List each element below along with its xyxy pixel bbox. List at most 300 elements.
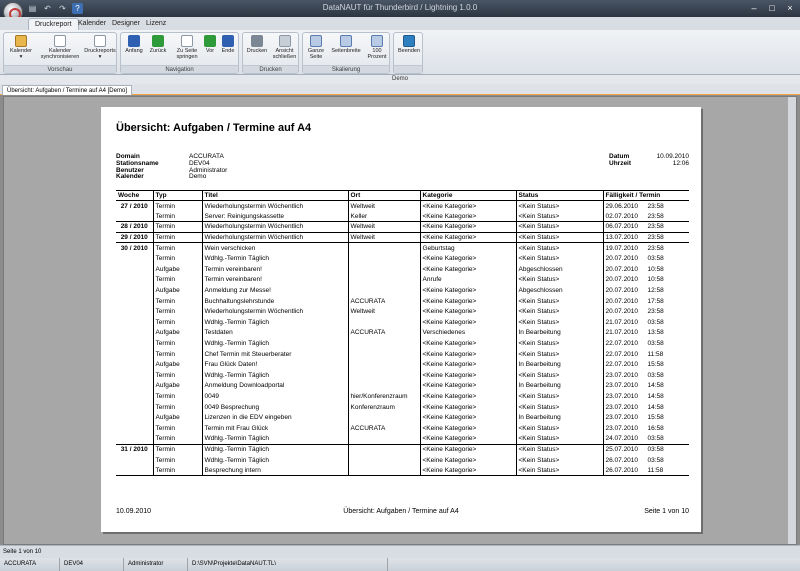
typ-cell: Termin	[153, 349, 202, 360]
status-cell: <Kein Status>	[516, 434, 603, 445]
col-status: Status	[516, 191, 603, 201]
info-path: D:\SVN\Projekte\DataNAUT.TL\	[188, 558, 388, 571]
typ-cell: Termin	[153, 232, 202, 243]
week-cell	[116, 391, 153, 402]
titel-cell: Wdhlg.-Termin Täglich	[202, 455, 348, 466]
typ-cell: Termin	[153, 338, 202, 349]
typ-cell: Aufgabe	[153, 359, 202, 370]
ort-cell	[348, 444, 420, 455]
undo-icon[interactable]: ↶	[44, 4, 51, 13]
faelligkeit-cell	[603, 370, 689, 381]
kategorie-cell: <Keine Kategorie>	[420, 349, 516, 360]
tab-designer[interactable]: Designer	[112, 20, 141, 27]
status-cell: <Kein Status>	[516, 306, 603, 317]
typ-cell: Aufgabe	[153, 285, 202, 296]
date-value: 20.07.2010	[605, 276, 639, 284]
status-cell: Abgeschlossen	[516, 264, 603, 275]
table-row	[116, 412, 689, 423]
meta-labels: Domain Stationsname Benutzer Kalender	[116, 153, 159, 181]
titel-cell: Wiederholungstermin Wöchentlich	[202, 232, 348, 243]
time-value: 23:58	[647, 244, 664, 252]
minimize-icon[interactable]: –	[751, 3, 757, 13]
date-value: 06.07.2010	[605, 223, 639, 231]
meta-values: ACCURATA DEV04 Administrator Demo	[189, 153, 228, 181]
table-row	[116, 444, 689, 455]
date-value: 20.07.2010	[605, 265, 639, 273]
typ-cell: Termin	[153, 275, 202, 286]
typ-cell: Termin	[153, 402, 202, 413]
table-body	[116, 201, 689, 476]
titel-cell: Termin vereinbaren!	[202, 275, 348, 286]
titel-cell: Termin mit Frau Glück	[202, 423, 348, 434]
col-ort: Ort	[348, 191, 420, 201]
seitenbreite-button[interactable]: Seitenbreite	[329, 35, 363, 54]
whole-page-icon	[310, 35, 322, 47]
titel-cell: Server: Reinigungskassette	[202, 211, 348, 222]
titel-cell: 0049	[202, 391, 348, 402]
date-value: 23.07.2010	[605, 382, 639, 390]
title-bar	[0, 0, 800, 17]
table-row	[116, 423, 689, 434]
kategorie-cell: <Keine Kategorie>	[420, 370, 516, 381]
week-cell	[116, 317, 153, 328]
close-view-icon	[279, 35, 291, 47]
status-cell: In Bearbeitung	[516, 359, 603, 370]
status-cell: <Kein Status>	[516, 296, 603, 307]
table-row	[116, 328, 689, 339]
date-value: 13.07.2010	[605, 234, 639, 242]
week-cell	[116, 296, 153, 307]
kategorie-cell: <Keine Kategorie>	[420, 359, 516, 370]
status-cell: In Bearbeitung	[516, 381, 603, 392]
kategorie-cell: <Keine Kategorie>	[420, 402, 516, 413]
week-cell	[116, 434, 153, 445]
date-value: 21.07.2010	[605, 318, 639, 326]
faelligkeit-cell	[603, 423, 689, 434]
first-page-icon	[128, 35, 140, 47]
table-row	[116, 434, 689, 445]
time-value: 14:58	[647, 392, 664, 400]
ort-cell: Weltweit	[348, 201, 420, 212]
kategorie-cell: <Keine Kategorie>	[420, 444, 516, 455]
status-cell: <Kein Status>	[516, 253, 603, 264]
info-station: DEV04	[60, 558, 124, 571]
table-row	[116, 391, 689, 402]
report-table	[116, 190, 689, 476]
status-cell: <Kein Status>	[516, 317, 603, 328]
help-icon[interactable]: ?	[72, 3, 83, 14]
titel-cell: Wein verschicken	[202, 243, 348, 254]
drucken-button[interactable]: Drucken	[245, 35, 269, 54]
week-cell	[116, 370, 153, 381]
titel-cell: Buchhaltungslehrstunde	[202, 296, 348, 307]
week-cell	[116, 412, 153, 423]
footer-title: Übersicht: Aufgaben / Termine auf A4	[343, 508, 459, 515]
week-cell	[116, 285, 153, 296]
time-value: 23:58	[647, 308, 664, 316]
time-value: 23:58	[647, 212, 664, 220]
typ-cell: Termin	[153, 444, 202, 455]
kategorie-cell: <Keine Kategorie>	[420, 306, 516, 317]
time-value: 13:58	[647, 329, 664, 337]
date-value: 20.07.2010	[605, 308, 639, 316]
faelligkeit-cell	[603, 201, 689, 212]
typ-cell: Termin	[153, 222, 202, 233]
week-cell: 31 / 2010	[116, 444, 153, 455]
date-value: 02.07.2010	[605, 212, 639, 220]
titel-cell: 0049 Besprechung	[202, 402, 348, 413]
status-cell: <Kein Status>	[516, 370, 603, 381]
time-value: 11:58	[647, 466, 664, 474]
page-width-icon	[340, 35, 352, 47]
info-bar	[0, 558, 800, 571]
titel-cell: Anmeldung zur Messe!	[202, 285, 348, 296]
kategorie-cell: <Keine Kategorie>	[420, 253, 516, 264]
printer-icon	[251, 35, 263, 47]
goto-page-icon	[181, 35, 193, 47]
time-value: 11:58	[647, 350, 664, 358]
group-drucken	[242, 32, 299, 74]
page-status: Seite 1 von 10	[0, 545, 800, 558]
week-cell	[116, 338, 153, 349]
table-row	[116, 285, 689, 296]
kalender-button[interactable]: Kalender ▾	[6, 35, 36, 60]
col-kategorie: Kategorie	[420, 191, 516, 201]
week-cell	[116, 423, 153, 434]
faelligkeit-cell	[603, 338, 689, 349]
time-value: 03:58	[647, 340, 664, 348]
calendar-icon	[15, 35, 27, 47]
table-row	[116, 381, 689, 392]
status-cell: In Bearbeitung	[516, 328, 603, 339]
week-cell: 27 / 2010	[120, 202, 148, 210]
date-value: 23.07.2010	[605, 403, 639, 411]
time-value: 12:58	[647, 287, 664, 295]
next-icon	[204, 35, 216, 47]
time-value: 23:58	[647, 202, 664, 210]
week-cell	[116, 253, 153, 264]
typ-cell: Aufgabe	[153, 264, 202, 275]
table-row	[116, 370, 689, 381]
week-cell	[116, 211, 153, 222]
100-prozent-button[interactable]: 100 Prozent	[365, 35, 389, 60]
typ-cell: Termin	[153, 253, 202, 264]
week-cell	[116, 328, 153, 339]
ort-cell: Weltweit	[348, 232, 420, 243]
sync-icon	[54, 35, 66, 47]
typ-cell: Termin	[153, 423, 202, 434]
kategorie-cell: <Keine Kategorie>	[420, 201, 516, 212]
titel-cell: Wdhlg.-Termin Täglich	[202, 253, 348, 264]
ort-cell	[348, 370, 420, 381]
time-value: 23:58	[647, 223, 664, 231]
faelligkeit-cell	[603, 359, 689, 370]
report-icon	[94, 35, 106, 47]
faelligkeit-cell	[603, 402, 689, 413]
titel-cell: Testdaten	[202, 328, 348, 339]
ort-cell	[348, 349, 420, 360]
table-row	[116, 317, 689, 328]
status-cell: <Kein Status>	[516, 465, 603, 476]
kategorie-cell: <Keine Kategorie>	[420, 434, 516, 445]
faelligkeit-cell	[603, 296, 689, 307]
week-cell: 30 / 2010	[116, 243, 153, 254]
typ-cell: Termin	[153, 434, 202, 445]
status-cell: <Kein Status>	[516, 349, 603, 360]
time-value: 10:58	[647, 276, 664, 284]
ort-cell: hier/Konferenzraum	[348, 391, 420, 402]
last-page-icon	[222, 35, 234, 47]
time-value: 03:58	[647, 318, 664, 326]
week-cell	[116, 455, 153, 466]
status-cell: <Kein Status>	[516, 391, 603, 402]
col-titel: Titel	[202, 191, 348, 201]
ort-cell	[348, 359, 420, 370]
typ-cell: Termin	[153, 370, 202, 381]
status-cell: <Kein Status>	[516, 423, 603, 434]
vertical-scrollbar[interactable]	[788, 97, 796, 544]
ribbon	[0, 30, 800, 75]
titel-cell: Besprechung intern	[202, 465, 348, 476]
ort-cell: ACCURATA	[348, 423, 420, 434]
table-row	[116, 359, 689, 370]
ort-cell	[348, 317, 420, 328]
tab-kalender[interactable]: Kalender	[78, 20, 107, 27]
kategorie-cell: <Keine Kategorie>	[420, 391, 516, 402]
table-row	[116, 232, 689, 243]
typ-cell: Termin	[153, 211, 202, 222]
group-label: Drucken	[243, 65, 298, 73]
table-header	[116, 191, 689, 201]
week-cell	[116, 359, 153, 370]
ort-cell: ACCURATA	[348, 296, 420, 307]
date-value: 22.07.2010	[605, 361, 639, 369]
info-user: Administrator	[124, 558, 188, 571]
status-cell: <Kein Status>	[516, 232, 603, 243]
date-value: 26.07.2010	[605, 466, 639, 474]
tab-druckreport[interactable]: Druckreport	[28, 18, 79, 30]
table-row	[116, 201, 689, 212]
ort-cell: Weltweit	[348, 222, 420, 233]
date-value: 26.07.2010	[605, 456, 639, 464]
ort-cell	[348, 275, 420, 286]
ort-cell	[348, 285, 420, 296]
faelligkeit-cell	[603, 391, 689, 402]
ganze-seite-button[interactable]: Ganze Seite	[305, 35, 327, 60]
close-icon[interactable]: ×	[787, 3, 793, 13]
faelligkeit-cell	[603, 232, 689, 243]
kategorie-cell: <Keine Kategorie>	[420, 465, 516, 476]
week-cell	[116, 381, 153, 392]
kategorie-cell: <Keine Kategorie>	[420, 285, 516, 296]
faelligkeit-cell	[603, 253, 689, 264]
typ-cell: Termin	[153, 391, 202, 402]
week-cell	[116, 306, 153, 317]
titel-cell: Chef Termin mit Steuerberater	[202, 349, 348, 360]
kategorie-cell: <Keine Kategorie>	[420, 264, 516, 275]
kategorie-cell: <Keine Kategorie>	[420, 381, 516, 392]
titel-cell: Wdhlg.-Termin Täglich	[202, 444, 348, 455]
ort-cell: Konferenzraum	[348, 402, 420, 413]
kategorie-cell: Anrufe	[420, 275, 516, 286]
table-row	[116, 253, 689, 264]
status-cell: <Kein Status>	[516, 275, 603, 286]
footer-date: 10.09.2010	[116, 508, 152, 515]
time-value: 03:58	[647, 435, 664, 443]
date-value: 22.07.2010	[605, 350, 639, 358]
date-time-labels: Datum Uhrzeit	[609, 153, 632, 167]
typ-cell: Aufgabe	[153, 412, 202, 423]
week-cell: 29 / 2010	[116, 232, 153, 243]
status-cell: <Kein Status>	[516, 243, 603, 254]
table-row	[116, 222, 689, 233]
ort-cell	[348, 264, 420, 275]
typ-cell: Termin	[153, 201, 202, 212]
kategorie-cell: <Keine Kategorie>	[420, 423, 516, 434]
table-row	[116, 402, 689, 413]
ort-cell	[348, 253, 420, 264]
typ-cell: Termin	[153, 465, 202, 476]
beenden-button[interactable]: Beenden	[396, 35, 422, 54]
kategorie-cell: <Keine Kategorie>	[420, 317, 516, 328]
ort-cell	[348, 465, 420, 476]
table-row	[116, 211, 689, 222]
titel-cell: Wiederholungstermin Wöchentlich	[202, 201, 348, 212]
table-row	[116, 338, 689, 349]
ort-cell: Weltweit	[348, 306, 420, 317]
week-cell	[116, 264, 153, 275]
report-title: Übersicht: Aufgaben / Termine auf A4	[116, 122, 312, 134]
titel-cell: Frau Glück Daten!	[202, 359, 348, 370]
profile-strip: Demo	[0, 75, 800, 84]
date-value: 20.07.2010	[605, 297, 639, 305]
date-value: 20.07.2010	[605, 287, 639, 295]
anfang-button[interactable]: Anfang	[124, 35, 144, 54]
sync-button[interactable]: Kalender synchronisieren	[38, 35, 82, 60]
status-cell: <Kein Status>	[516, 455, 603, 466]
table-row	[116, 243, 689, 254]
zu-seite-button[interactable]: Zu Seite springen	[173, 35, 201, 60]
status-cell: <Kein Status>	[516, 222, 603, 233]
redo-icon[interactable]: ↷	[59, 4, 66, 13]
maximize-icon[interactable]: □	[769, 3, 775, 13]
date-value: 20.07.2010	[605, 255, 639, 263]
date-value: 21.07.2010	[605, 329, 639, 337]
date-value: 23.07.2010	[605, 371, 639, 379]
time-value: 14:58	[647, 382, 664, 390]
faelligkeit-cell	[603, 328, 689, 339]
faelligkeit-cell	[603, 317, 689, 328]
ort-cell	[348, 434, 420, 445]
kategorie-cell: <Keine Kategorie>	[420, 338, 516, 349]
col-woche: Woche	[116, 191, 153, 201]
group-skalierung	[302, 32, 390, 74]
tab-lizenz[interactable]: Lizenz	[146, 20, 167, 27]
table-row	[116, 306, 689, 317]
time-value: 23:58	[647, 234, 664, 242]
report-page	[101, 107, 701, 532]
ansicht-schliessen-button[interactable]: Ansicht schließen	[271, 35, 298, 60]
faelligkeit-cell	[603, 222, 689, 233]
faelligkeit-cell	[603, 381, 689, 392]
group-label	[394, 65, 422, 73]
faelligkeit-cell	[603, 455, 689, 466]
table-row	[116, 264, 689, 275]
titel-cell: Wiederholungstermin Wöchentlich	[202, 222, 348, 233]
table-row	[116, 296, 689, 307]
status-cell: <Kein Status>	[516, 201, 603, 212]
table-row	[116, 349, 689, 360]
zurueck-button[interactable]: Zurück	[148, 35, 168, 54]
previous-icon	[152, 35, 164, 47]
ribbon-tab-bar	[0, 17, 800, 30]
exit-icon	[403, 35, 415, 47]
time-value: 03:58	[647, 255, 664, 263]
faelligkeit-cell	[603, 285, 689, 296]
vor-button[interactable]: Vor	[203, 35, 217, 54]
ort-cell	[348, 412, 420, 423]
ort-cell	[348, 338, 420, 349]
kategorie-cell: <Keine Kategorie>	[420, 455, 516, 466]
typ-cell: Termin	[153, 317, 202, 328]
footer-page: Seite 1 von 10	[644, 508, 689, 515]
titel-cell: Termin vereinbaren!	[202, 264, 348, 275]
ort-cell	[348, 381, 420, 392]
faelligkeit-cell	[603, 434, 689, 445]
kategorie-cell: <Keine Kategorie>	[420, 232, 516, 243]
date-value: 25.07.2010	[605, 446, 639, 454]
document-tab[interactable]: Übersicht: Aufgaben / Termine auf A4 [Demo]	[2, 85, 132, 95]
ort-cell: ACCURATA	[348, 328, 420, 339]
week-cell	[116, 275, 153, 286]
time-value: 10:58	[647, 265, 664, 273]
group-beenden	[393, 32, 423, 74]
typ-cell: Aufgabe	[153, 381, 202, 392]
date-time-values: 10.09.2010 12:06	[656, 153, 689, 167]
kategorie-cell: <Keine Kategorie>	[420, 222, 516, 233]
window-title: DataNAUT für Thunderbird / Lightning 1.0.0	[322, 3, 478, 12]
typ-cell: Termin	[153, 306, 202, 317]
titel-cell: Wiederholungstermin Wöchentlich	[202, 306, 348, 317]
date-value: 29.06.2010	[605, 202, 639, 210]
status-cell: <Kein Status>	[516, 444, 603, 455]
time-value: 03:58	[647, 371, 664, 379]
faelligkeit-cell	[603, 243, 689, 254]
table-row	[116, 275, 689, 286]
titel-cell: Wdhlg.-Termin Täglich	[202, 434, 348, 445]
status-cell: In Bearbeitung	[516, 412, 603, 423]
faelligkeit-cell	[603, 211, 689, 222]
week-cell	[116, 402, 153, 413]
group-label: Navigation	[121, 65, 238, 73]
kategorie-cell: Geburtstag	[420, 243, 516, 254]
time-value: 15:58	[647, 414, 664, 422]
titel-cell: Wdhlg.-Termin Täglich	[202, 338, 348, 349]
week-cell	[116, 349, 153, 360]
druckreports-button[interactable]: Druckreports ▾	[84, 35, 116, 60]
faelligkeit-cell	[603, 349, 689, 360]
table-row	[116, 455, 689, 466]
save-icon[interactable]: ▤	[28, 4, 37, 13]
kategorie-cell: <Keine Kategorie>	[420, 211, 516, 222]
titel-cell: Anmeldung Downloadportal	[202, 381, 348, 392]
typ-cell: Termin	[153, 455, 202, 466]
ende-button[interactable]: Ende	[219, 35, 237, 54]
date-value: 23.07.2010	[605, 392, 639, 400]
ort-cell	[348, 243, 420, 254]
info-domain: ACCURATA	[0, 558, 60, 571]
date-value: 22.07.2010	[605, 340, 639, 348]
